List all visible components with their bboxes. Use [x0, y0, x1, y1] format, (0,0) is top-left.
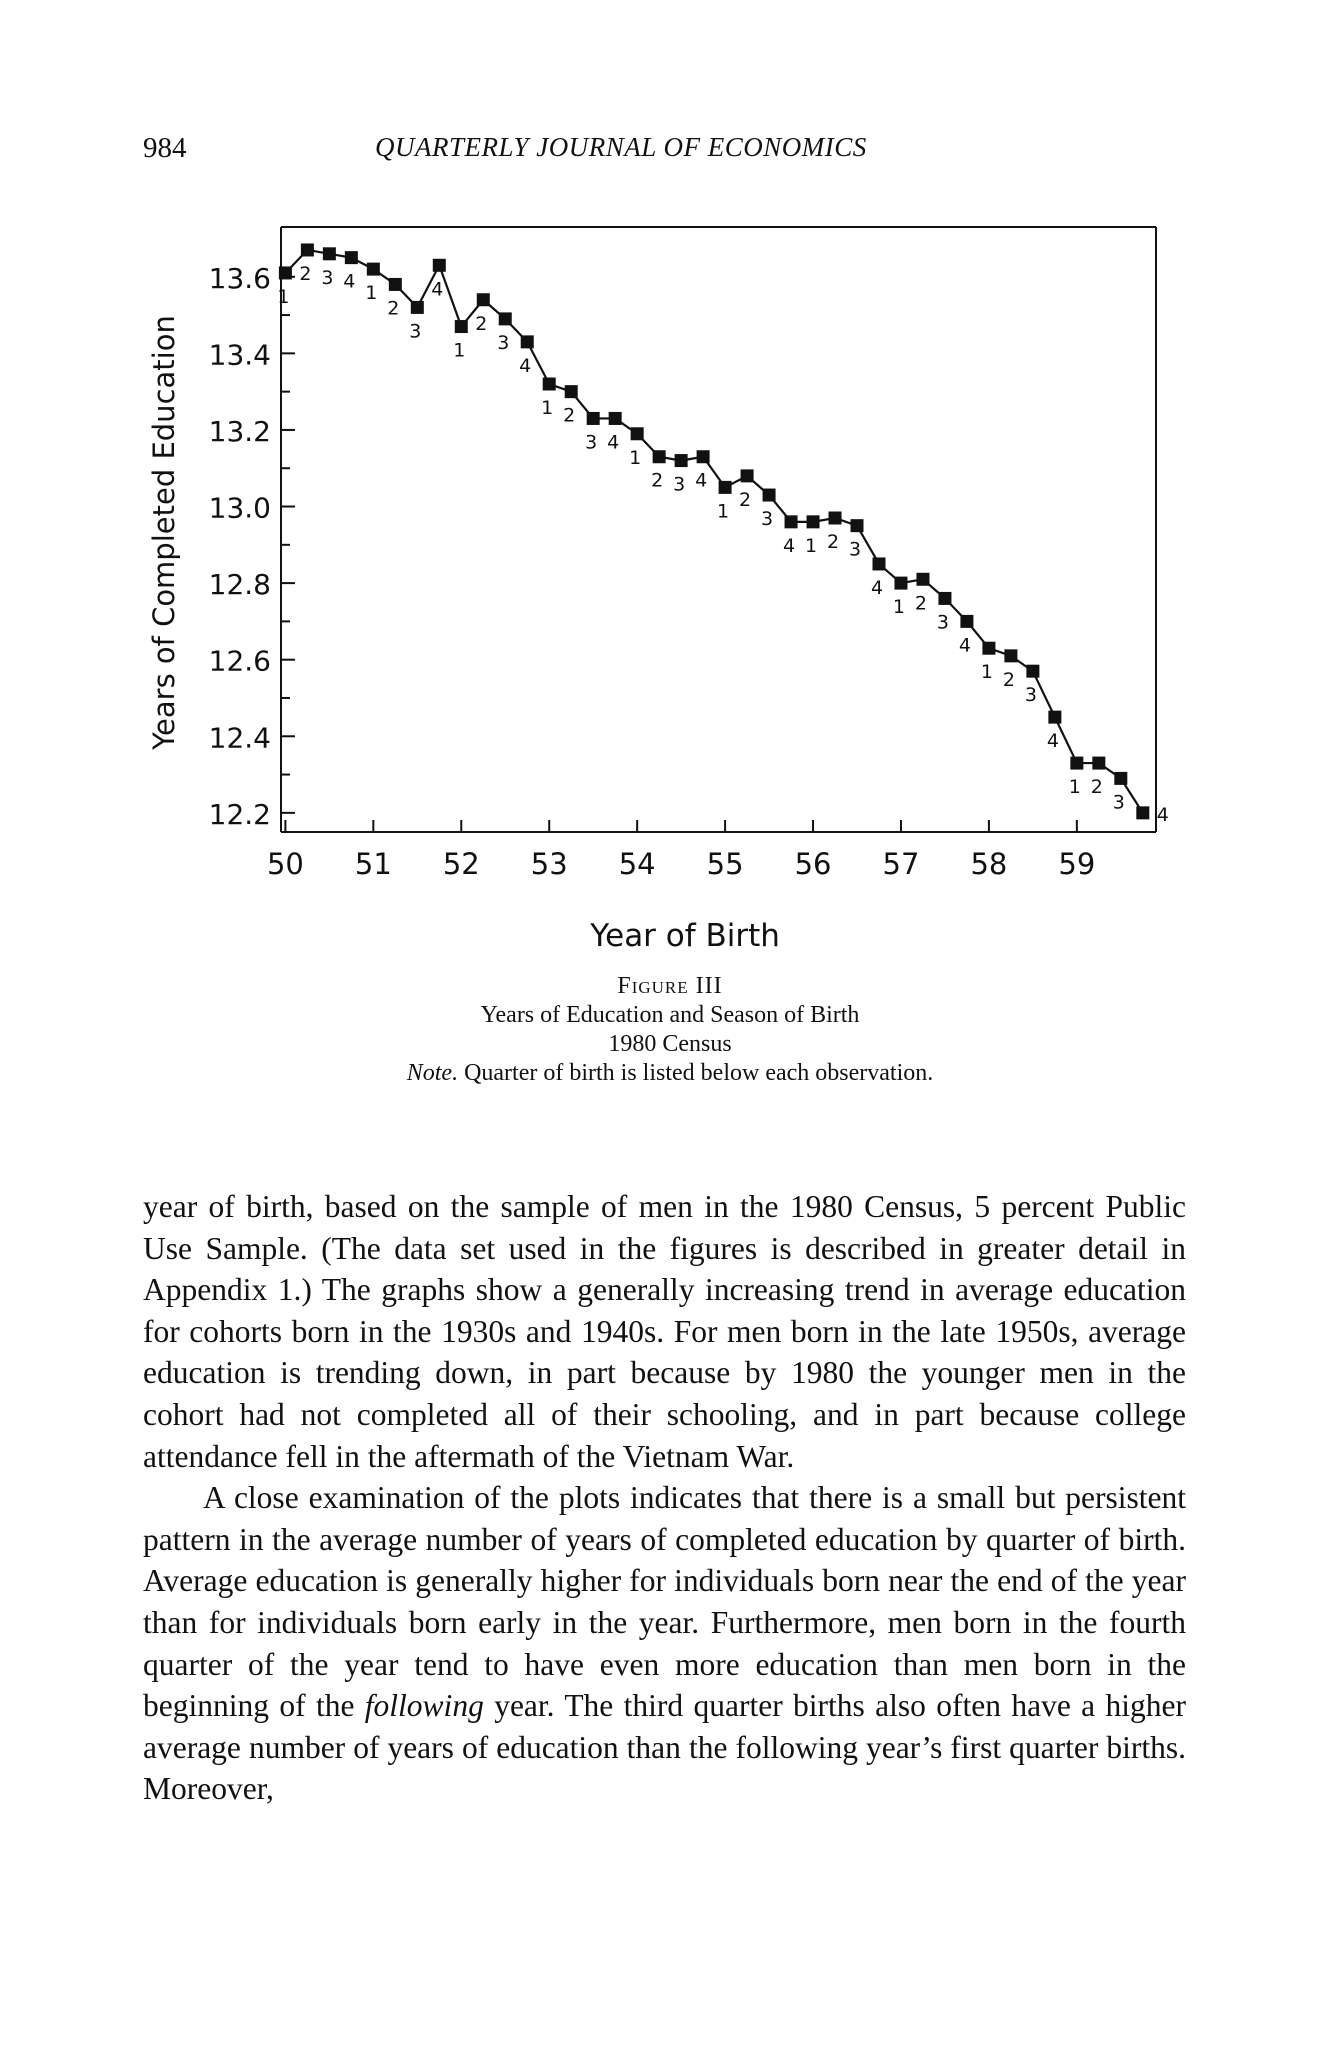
data-point [345, 251, 358, 264]
quarter-label: 4 [783, 534, 796, 557]
quarter-label: 2 [739, 488, 752, 511]
quarter-label: 2 [914, 592, 928, 615]
x-tick-label: 51 [354, 847, 392, 881]
quarter-label: 4 [870, 576, 884, 599]
note-label: Note. [406, 1060, 459, 1086]
quarter-label: 3 [585, 431, 598, 454]
quarter-label: 1 [453, 339, 466, 362]
data-point [807, 515, 820, 528]
y-tick-label: 13.4 [208, 338, 271, 372]
paragraph-1: year of birth, based on the sample of men in the 1980 Census, 5 percent Public Use Sample. (The data set used in the figures is described in greater detail in Appendix 1.) The graphs show a generally increasing trend in average education for cohorts born in the 1930s and 1940s. For men born in the late 1950s, average education is trending down, in part because by 1980 the younger men in the cohort had not completed all of their schooling, and in part because college attendance fell in the aftermath of the Vietnam War. [143, 1189, 1186, 1474]
data-point [455, 320, 468, 333]
quarter-label: 2 [651, 469, 664, 492]
quarter-label: 4 [607, 431, 620, 454]
caption-line-2: 1980 Census [608, 1031, 732, 1057]
quarter-label: 2 [563, 404, 576, 427]
data-point [323, 247, 336, 260]
quarter-label: 3 [1024, 684, 1037, 707]
paragraph-2 [143, 1477, 1186, 1810]
x-axis-ticks [267, 820, 1095, 881]
quarter-label: 1 [717, 500, 730, 523]
data-point [872, 557, 885, 570]
quarter-label: 2 [826, 531, 840, 554]
data-point [653, 450, 666, 463]
y-tick-label: 13.0 [208, 491, 271, 525]
quarter-label: 3 [848, 538, 862, 561]
quarter-label: 4 [958, 634, 971, 657]
data-point [411, 301, 424, 314]
page-number: 984 [143, 132, 187, 164]
page-header [0, 132, 1325, 172]
data-point [1070, 757, 1083, 770]
data-point [697, 450, 710, 463]
quarter-label: 2 [387, 297, 400, 320]
quarter-label: 2 [1090, 776, 1103, 799]
data-point [763, 489, 776, 502]
y-tick-label: 12.4 [208, 721, 271, 755]
x-tick-label: 52 [442, 847, 480, 881]
quarter-label: 4 [1156, 803, 1169, 826]
data-point [675, 454, 688, 467]
journal-title: QUARTERLY JOURNAL OF ECONOMICS [375, 132, 867, 162]
y-axis-ticks [209, 262, 295, 831]
data-point [982, 642, 995, 655]
quarter-label: 1 [541, 396, 554, 419]
x-axis-label: Year of Birth [590, 918, 780, 954]
quarter-label: 3 [673, 473, 686, 496]
y-axis-label: Years of Completed Education [147, 315, 181, 750]
paragraph-2-part-1: A close examination of the plots indicates that there is a small but persistent pattern in the average number of years of completed education by quarter of birth. Average education is generally higher for individuals born near the end of the year than for individuals born early in the year. Furthermore, men born in the fourth quarter of the year tend to have even more education than men born in the beginning of the [143, 1480, 1186, 1724]
quarter-label: 1 [629, 446, 642, 469]
data-point [587, 412, 600, 425]
data-point [521, 335, 534, 348]
quarter-label: 3 [761, 508, 774, 531]
data-point [916, 573, 929, 586]
figure-label: Figure III [617, 973, 723, 999]
data-point [1026, 665, 1039, 678]
quarter-label: 3 [321, 266, 334, 289]
paragraph-2-emphasis: following [364, 1688, 484, 1724]
quarter-label: 1 [892, 596, 906, 619]
body-text [143, 1186, 1186, 1810]
note-text: Quarter of birth is listed below each observation. [458, 1060, 934, 1086]
data-point [1136, 806, 1149, 819]
data-point [609, 412, 622, 425]
paragraph-2-part-2: year. The third quarter births also often have a higher average number of years of education than the following year’s first quarter births. Moreover, [143, 1688, 1186, 1807]
y-tick-label: 12.8 [208, 568, 271, 602]
figure-caption [290, 972, 1050, 1088]
data-point [894, 577, 907, 590]
quarter-label: 1 [804, 534, 818, 557]
quarter-label: 4 [343, 270, 356, 293]
series-markers [277, 243, 1169, 825]
data-point [1092, 757, 1105, 770]
x-tick-label: 56 [794, 847, 832, 881]
caption-note [290, 1059, 1050, 1088]
data-point [1048, 711, 1061, 724]
x-tick-label: 54 [618, 847, 656, 881]
plot-frame [281, 227, 1156, 1023]
quarter-label: 4 [431, 278, 444, 301]
quarter-label: 4 [519, 354, 532, 377]
data-point [499, 312, 512, 325]
data-point [565, 385, 578, 398]
data-point [301, 243, 314, 256]
x-tick-label: 59 [1058, 847, 1096, 881]
quarter-label: 1 [980, 661, 993, 684]
data-point [279, 266, 292, 279]
data-point [719, 481, 732, 494]
quarter-label: 3 [497, 331, 510, 354]
y-tick-label: 12.2 [208, 797, 271, 831]
quarter-label: 1 [277, 285, 290, 308]
quarter-label: 2 [475, 312, 488, 335]
y-tick-label: 12.6 [208, 644, 271, 678]
data-point [741, 469, 754, 482]
data-point [1004, 649, 1017, 662]
data-point [367, 263, 380, 276]
quarter-label: 1 [365, 282, 378, 305]
quarter-label: 4 [695, 469, 708, 492]
x-tick-label: 53 [530, 847, 568, 881]
data-point [477, 293, 490, 306]
education-by-quarter-chart [0, 190, 1325, 954]
data-point [631, 427, 644, 440]
x-tick-label: 50 [266, 847, 304, 881]
data-point [938, 592, 951, 605]
x-tick-label: 58 [970, 847, 1008, 881]
x-tick-label: 57 [882, 847, 920, 881]
caption-line-1: Years of Education and Season of Birth [480, 1002, 860, 1028]
data-point [785, 515, 798, 528]
quarter-label: 3 [936, 611, 949, 634]
data-point [829, 512, 842, 525]
quarter-label: 2 [299, 262, 312, 285]
data-point [1114, 772, 1127, 785]
data-point [433, 259, 446, 272]
data-point [851, 519, 864, 532]
x-tick-label: 55 [706, 847, 744, 881]
quarter-label: 1 [1068, 776, 1081, 799]
data-point [389, 278, 402, 291]
y-tick-label: 13.2 [208, 414, 271, 448]
quarter-label: 4 [1046, 730, 1059, 753]
data-point [960, 615, 973, 628]
quarter-label: 3 [1112, 791, 1125, 814]
y-tick-label: 13.6 [208, 261, 271, 295]
data-point [543, 377, 556, 390]
quarter-label: 2 [1002, 668, 1015, 691]
quarter-label: 3 [409, 320, 422, 343]
